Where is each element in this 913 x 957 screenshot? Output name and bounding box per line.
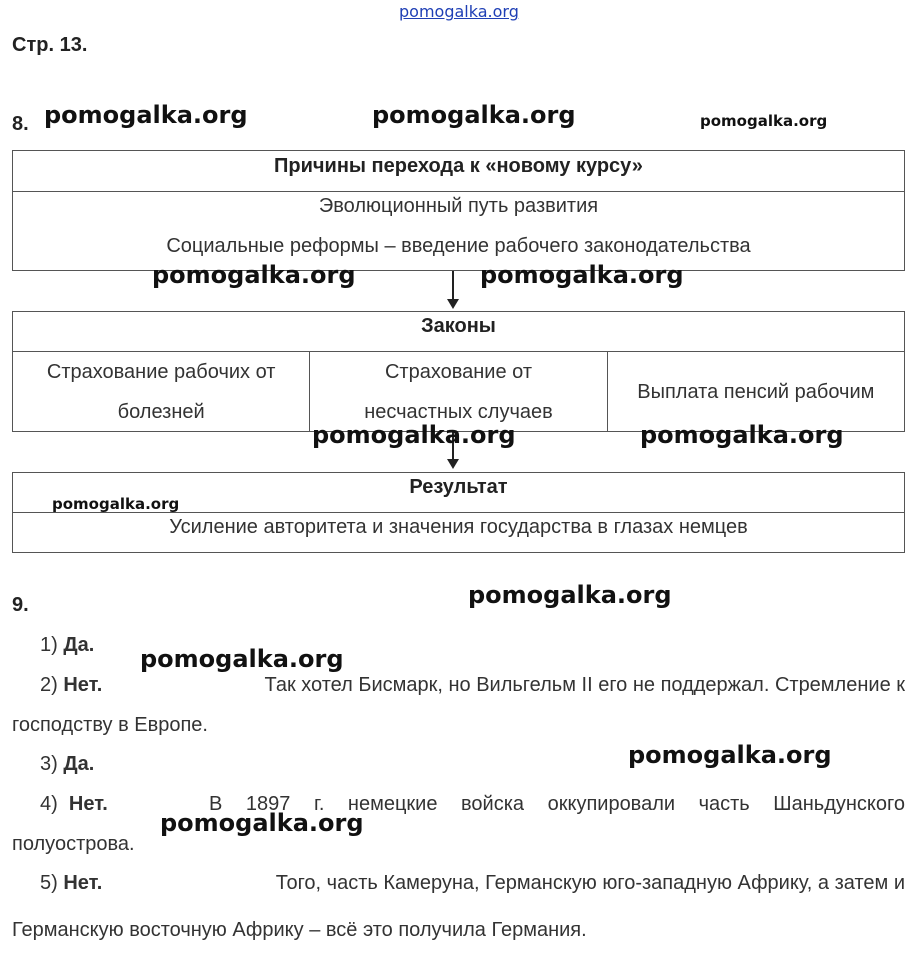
reasons-box	[12, 150, 905, 271]
law-cell-line: болезней	[117, 401, 205, 423]
item-number: 5)	[40, 872, 58, 894]
watermark-link-top[interactable]: pomogalka.org	[399, 2, 519, 21]
item-verdict: Да.	[63, 634, 95, 656]
task-9-number: 9.	[12, 594, 29, 616]
watermark-text: pomogalka.org	[640, 421, 844, 449]
law-cell	[607, 352, 904, 432]
page-label: Стр. 13.	[12, 34, 88, 56]
arrow-line	[452, 271, 454, 299]
result-header: Результат	[13, 473, 904, 513]
watermark-text: pomogalka.org	[52, 495, 180, 513]
item-verdict: Нет.	[63, 872, 103, 894]
law-cell	[309, 352, 606, 432]
reasons-line: Эволюционный путь развития	[318, 195, 599, 217]
answer-item	[12, 872, 905, 895]
law-cell-line: несчастных случаев	[364, 401, 553, 423]
watermark-text: pomogalka.org	[480, 261, 684, 289]
watermark-text: pomogalka.org	[44, 101, 248, 129]
watermark-text: pomogalka.org	[312, 421, 516, 449]
watermark-text: pomogalka.org	[372, 101, 576, 129]
result-line: Усиление авторитета и значения государства в глазах немцев	[169, 516, 748, 538]
watermark-text: pomogalka.org	[140, 645, 344, 673]
watermark-text: pomogalka.org	[700, 112, 828, 130]
reasons-line: Социальные реформы – введение рабочего законодательства	[166, 235, 751, 257]
watermark-text: pomogalka.org	[628, 741, 832, 769]
item-verdict: Нет.	[68, 793, 108, 815]
law-cell-line: Выплата пенсий рабочим	[637, 381, 875, 403]
answer-item	[12, 674, 905, 697]
item-number: 2)	[40, 674, 58, 696]
item-text: Того, часть Камеруна, Германскую юго-западную Африку, а затем и	[275, 872, 905, 894]
arrow-down-icon	[447, 459, 459, 469]
answer-item	[12, 793, 905, 816]
law-cell	[13, 352, 309, 432]
item-verdict: Нет.	[63, 674, 103, 696]
watermark-text: pomogalka.org	[160, 809, 364, 837]
item-text-continued: господству в Европе.	[12, 714, 208, 736]
item-text: Так хотел Бисмарк, но Вильгельм II его не поддержал. Стремление к	[264, 674, 905, 696]
item-text-continued: полуострова.	[12, 833, 135, 855]
item-text-continued: Германскую восточную Африку – всё это получила Германия.	[12, 919, 587, 941]
item-number: 3)	[40, 753, 58, 775]
item-verdict: Да.	[63, 753, 95, 775]
arrow-down-icon	[447, 299, 459, 309]
laws-header: Законы	[13, 312, 904, 352]
watermark-text: pomogalka.org	[468, 581, 672, 609]
laws-cells	[13, 352, 904, 432]
reasons-header: Причины перехода к «новому курсу»	[13, 151, 904, 192]
law-cell-line: Страхование от	[384, 361, 532, 383]
law-cell-line: Страхование рабочих от	[46, 361, 276, 383]
item-number: 1)	[40, 634, 58, 656]
item-text: В 1897 г. немецкие войска оккупировали часть Шаньдунского	[209, 793, 905, 815]
task-8-number: 8.	[12, 113, 29, 135]
watermark-text: pomogalka.org	[152, 261, 356, 289]
laws-box	[12, 311, 905, 432]
item-number: 4)	[40, 793, 58, 815]
